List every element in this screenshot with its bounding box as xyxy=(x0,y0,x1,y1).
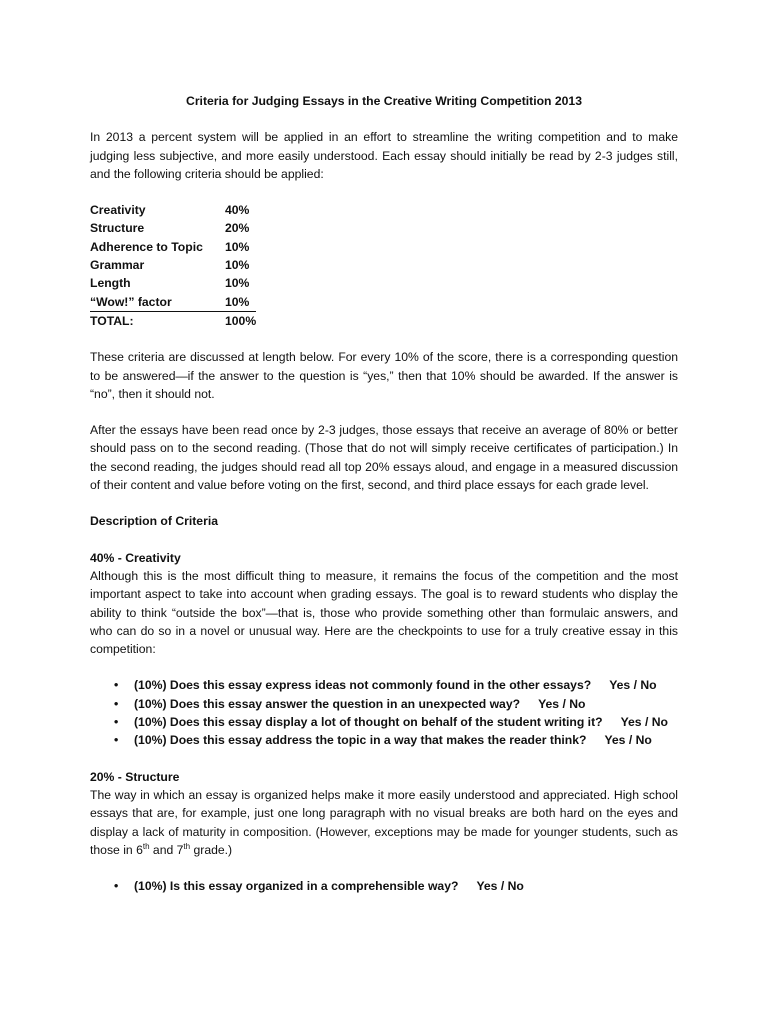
criteria-row xyxy=(90,219,256,237)
superscript-th: th xyxy=(183,841,191,851)
criteria-table xyxy=(90,201,256,330)
structure-heading: 20% - Structure xyxy=(90,769,180,784)
criteria-value: 20% xyxy=(225,221,250,236)
structure-text-c: grade.) xyxy=(190,842,233,857)
criteria-label: Creativity xyxy=(90,203,146,218)
criteria-value: 10% xyxy=(225,293,256,312)
checklist-question: (10%) Does this essay express ideas not commonly found in the other essays? xyxy=(134,678,592,693)
checklist-question: (10%) Does this essay address the topic in a way that makes the reader think? xyxy=(134,733,587,748)
checklist-question: (10%) Does this essay display a lot of thought on behalf of the student writing it? xyxy=(134,715,603,730)
criteria-label: Length xyxy=(90,276,131,291)
checklist-item xyxy=(134,877,678,895)
criteria-explanation-paragraph: These criteria are discussed at length below. For every 10% of the score, there is a corresponding question to be answered—if the answer to the question is “yes,” then that 10% should be awarded. If the answer is “no”, then it should not. xyxy=(90,350,678,401)
document-title: Criteria for Judging Essays in the Creative Writing Competition 2013 xyxy=(186,94,582,108)
creativity-paragraph: Although this is the most difficult thing to measure, it remains the focus of the competition and the most important aspect to take into account when grading essays. The goal is to reward students who display the ability to think “outside the box”—that is, those who provide something other than formulaic answers, and who can do so in a novel or unusual way. Here are the checkpoints to use for a truly creative essay in this competition: xyxy=(90,568,678,657)
total-value: 100% xyxy=(225,313,257,328)
yes-no-choice: Yes / No xyxy=(604,733,652,748)
checklist-item xyxy=(134,676,678,694)
checklist-question: (10%) Does this essay answer the question in an unexpected way? xyxy=(134,696,521,711)
superscript-th: th xyxy=(142,841,150,851)
creativity-checklist xyxy=(90,676,678,749)
checklist-item xyxy=(134,695,678,713)
criteria-row xyxy=(90,201,256,219)
yes-no-choice: Yes / No xyxy=(609,678,657,693)
structure-text-a: The way in which an essay is organized helps make it more easily understood and appreciated. High school essays that are, for example, just one long paragraph with no visual breaks are both hard on the eyes and display a lack of maturity in composition. (However, exceptions may be made for younger students, such as those in 6 xyxy=(90,787,678,857)
criteria-label: Grammar xyxy=(90,258,145,273)
reading-process-paragraph: After the essays have been read once by 2-3 judges, those essays that receive an average of 80% or better should pass on to the second reading. (Those that do not will simply receive certificates of participation.) In the second reading, the judges should read all top 20% essays aloud, and engage in a measured discussion of their content and value before voting on the first, second, and third place essays for each grade level. xyxy=(90,423,678,493)
intro-paragraph: In 2013 a percent system will be applied in an effort to streamline the writing competition and to make judging less subjective, and more easily understood. Each essay should initially be read by 2-3 judges still, and the following criteria should be applied: xyxy=(90,130,678,181)
checklist-item xyxy=(134,731,678,749)
total-row xyxy=(90,311,256,330)
checklist-question: (10%) Is this essay organized in a comprehensible way? xyxy=(134,879,459,894)
yes-no-choice: Yes / No xyxy=(538,696,586,711)
criteria-label: Structure xyxy=(90,221,145,236)
criteria-value: 40% xyxy=(225,203,250,218)
creativity-heading: 40% - Creativity xyxy=(90,550,181,565)
criteria-row xyxy=(90,238,256,256)
structure-text-b: and 7 xyxy=(149,842,184,857)
criteria-label: Adherence to Topic xyxy=(90,239,203,254)
criteria-value: 10% xyxy=(225,239,250,254)
structure-paragraph xyxy=(90,786,678,859)
criteria-label: “Wow!” factor xyxy=(90,293,225,312)
description-heading: Description of Criteria xyxy=(90,514,218,529)
yes-no-choice: Yes / No xyxy=(476,879,524,894)
criteria-value: 10% xyxy=(225,276,250,291)
structure-checklist xyxy=(90,877,678,895)
criteria-value: 10% xyxy=(225,258,250,273)
criteria-row xyxy=(90,293,256,312)
criteria-row xyxy=(90,274,256,292)
criteria-row xyxy=(90,256,256,274)
total-label: TOTAL: xyxy=(90,313,134,328)
yes-no-choice: Yes / No xyxy=(620,715,668,730)
checklist-item xyxy=(134,713,678,731)
